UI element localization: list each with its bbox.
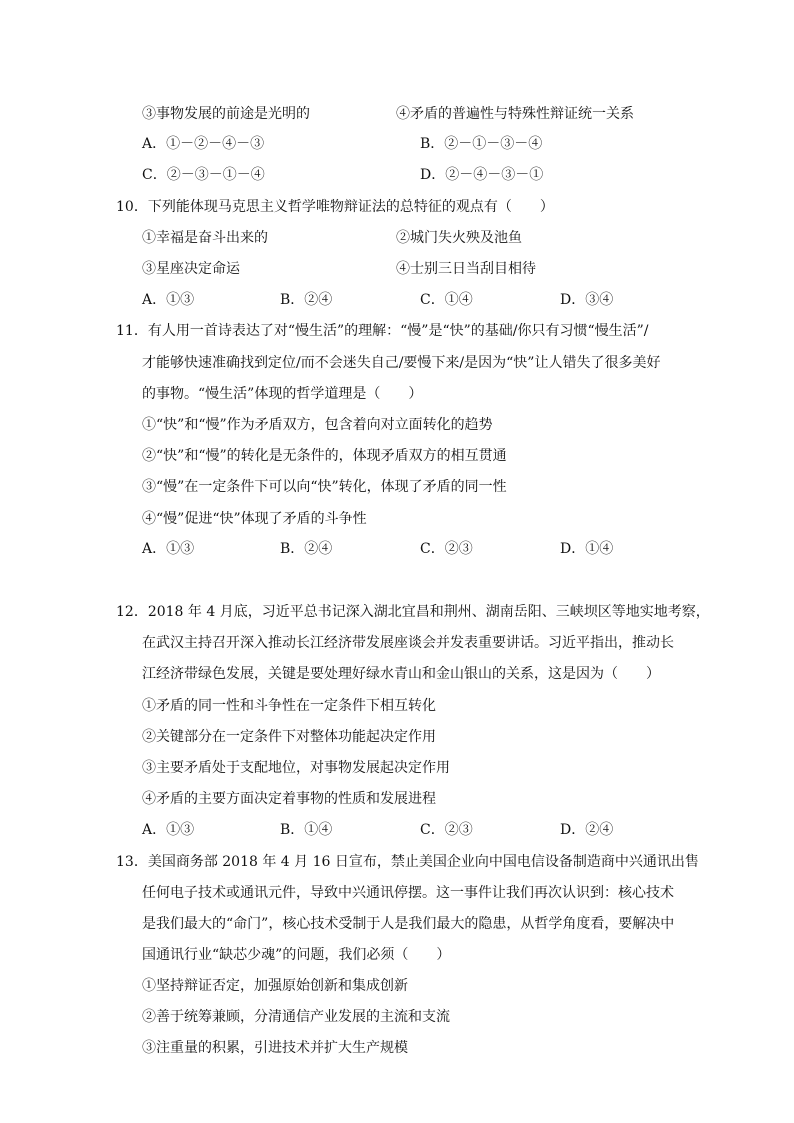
q9-item-4: ④矛盾的普遍性与特殊性辩证统一关系 [396,106,634,122]
q11-item-2: ②“快”和“慢”的转化是无条件的，体现矛盾双方的相互贯通 [142,448,507,464]
q11-item-1: ①“快”和“慢”作为矛盾双方，包含着向对立面转化的趋势 [142,417,493,433]
q13-item-1: ①坚持辩证否定，加强原始创新和集成创新 [142,978,408,994]
q11-item-3: ③“慢”在一定条件下可以向“快”转化，体现了矛盾的同一性 [142,479,507,495]
q10-stem: 10．下列能体现马克思主义哲学唯物辩证法的总特征的观点有（ ） [116,199,554,215]
q12-option-c: C．②③ [420,822,473,838]
q9-item-3: ③事物发展的前途是光明的 [142,106,310,122]
q9-option-d: D．②－④－③－① [420,167,544,183]
q12-stem-line-3: 江经济带绿色发展，关键是要处理好绿水青山和金山银山的关系，这是因为（ ） [142,666,660,682]
q13-item-2: ②善于统筹兼顾，分清通信产业发展的主流和支流 [142,1009,450,1025]
q11-item-4: ④“慢”促进“快”体现了矛盾的斗争性 [142,511,367,527]
q12-item-3: ③主要矛盾处于支配地位，对事物发展起决定作用 [142,760,450,776]
q12-option-b: B．①④ [280,822,333,838]
q11-stem-line-1: 11．有人用一首诗表达了对“慢生活”的理解：“慢”是“快”的基础/你只有习惯“慢生活”/ [116,323,649,339]
q13-stem-line-3: 是我们最大的“命门”，核心技术受制于人是我们最大的隐患，从哲学角度看，要解决中 [142,916,675,932]
q12-option-d: D．②④ [560,822,614,838]
q11-option-d: D．①④ [560,541,614,557]
q13-item-3: ③注重量的积累，引进技术并扩大生产规模 [142,1040,408,1056]
q10-option-c: C．①④ [420,292,473,308]
q11-stem-line-3: 的事物。“慢生活”体现的哲学道理是（ ） [142,386,423,402]
q13-stem-line-2: 任何电子技术或通讯元件，导致中兴通讯停摆。这一事件让我们再次认识到：核心技术 [142,885,674,901]
q9-option-a: A．①－②－④－③ [142,136,265,152]
q12-stem-line-2: 在武汉主持召开深入推动长江经济带发展座谈会并发表重要讲话。习近平指出，推动长 [142,635,674,651]
q10-option-b: B．②④ [280,292,333,308]
q10-option-d: D．③④ [560,292,614,308]
q10-item-2: ②城门失火殃及池鱼 [396,230,522,246]
q12-item-1: ①矛盾的同一性和斗争性在一定条件下相互转化 [142,698,436,714]
q9-option-b: B．②－①－③－④ [420,136,543,152]
q10-item-4: ④士别三日当刮目相待 [396,261,536,277]
q12-item-4: ④矛盾的主要方面决定着事物的性质和发展进程 [142,791,436,807]
q12-option-a: A．①③ [142,822,195,838]
q12-item-2: ②关键部分在一定条件下对整体功能起决定作用 [142,729,436,745]
q12-stem-line-1: 12．2018 年 4 月底，习近平总书记深入湖北宜昌和荆州、湖南岳阳、三峡坝区等地实地考察， [116,604,710,620]
q11-option-b: B．②④ [280,541,333,557]
q11-stem-line-2: 才能够快速准确找到定位/而不会迷失自己/要慢下来/是因为“快”让人错失了很多美好 [142,355,661,371]
q9-option-c: C．②－③－①－④ [142,167,265,183]
q11-option-c: C．②③ [420,541,473,557]
q10-item-1: ①幸福是奋斗出来的 [142,230,268,246]
q13-stem-line-4: 国通讯行业“缺芯少魂”的问题，我们必须（ ） [142,947,451,963]
q11-option-a: A．①③ [142,541,195,557]
q13-stem-line-1: 13．美国商务部 2018 年 4 月 16 日宣布，禁止美国企业向中国电信设备制造商中兴通讯出售 [116,854,699,870]
q10-item-3: ③星座决定命运 [142,261,240,277]
q10-option-a: A．①③ [142,292,195,308]
